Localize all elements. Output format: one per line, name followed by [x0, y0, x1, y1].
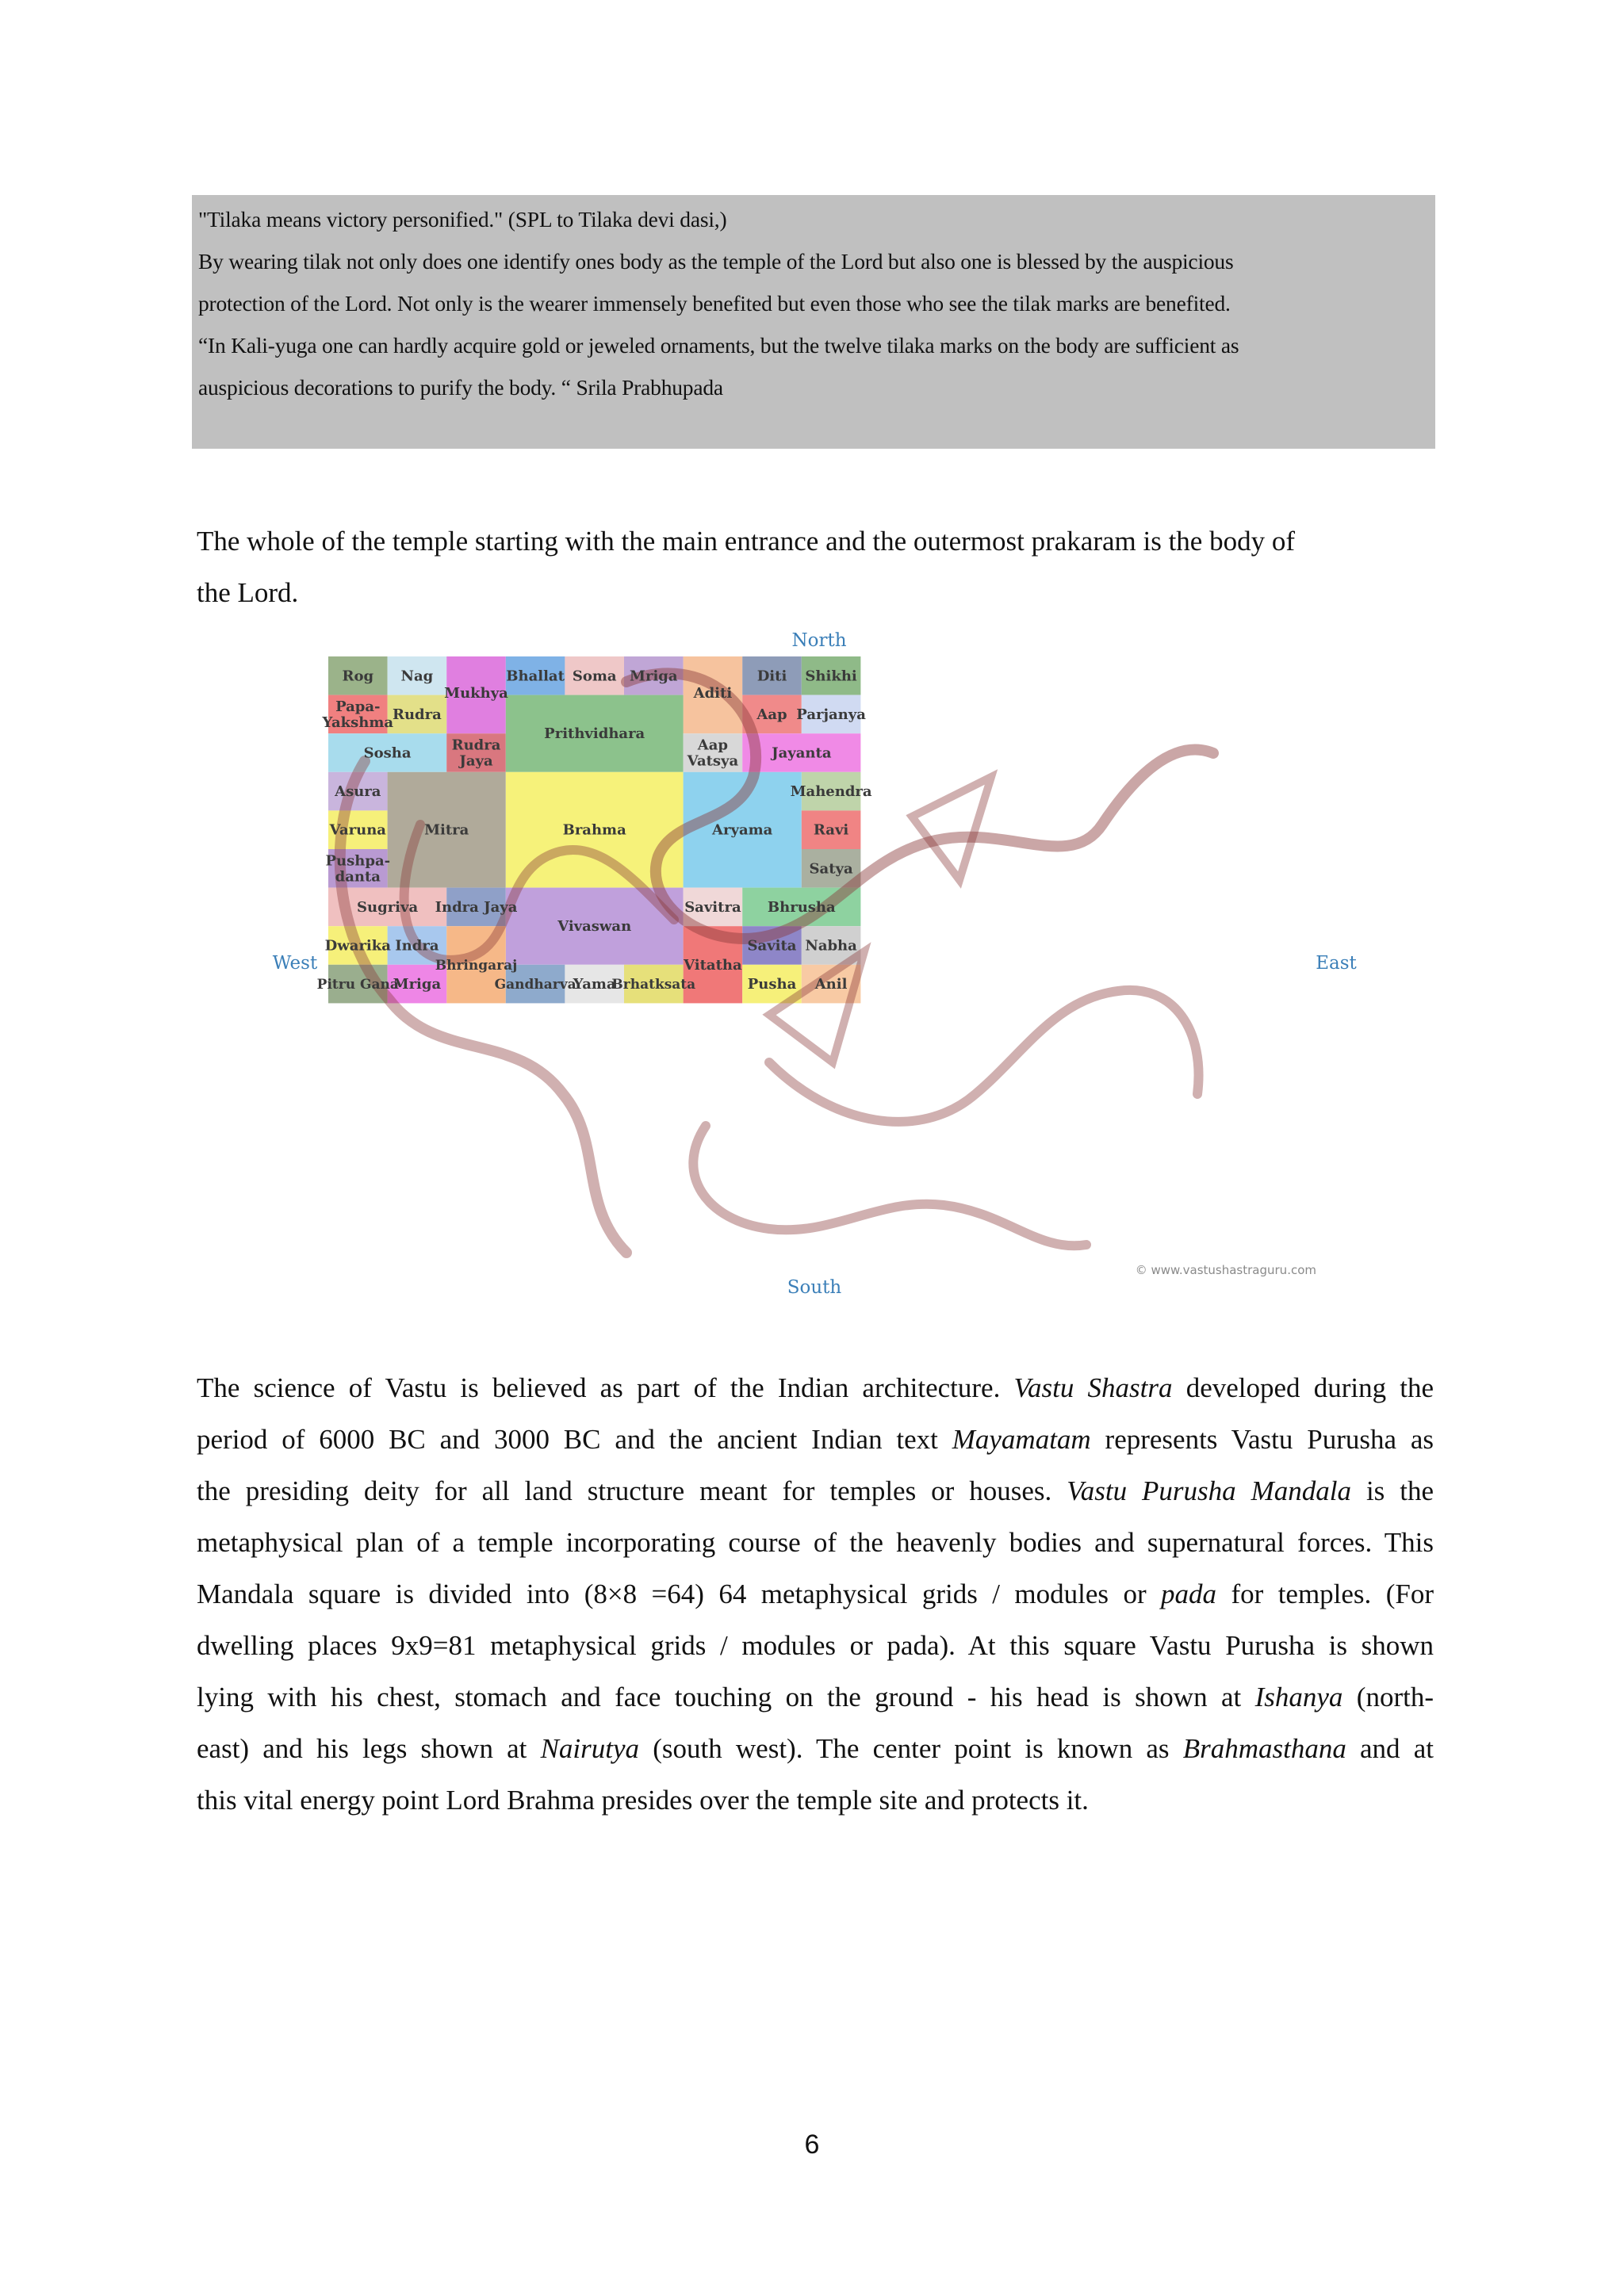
quote-line: auspicious decorations to purify the body. “ Srila Prabhupada — [198, 375, 723, 400]
mandala-label-bhratksata: Brhatksata — [611, 977, 696, 993]
mandala-label-soma: Soma — [572, 668, 617, 685]
mandala-label-aditi: Aditi — [693, 685, 733, 702]
mandala-label-yama: Yama — [573, 976, 616, 993]
direction-east: East — [1316, 953, 1357, 974]
mandala-label-varuna: Varuna — [329, 821, 386, 839]
direction-north: North — [791, 630, 847, 651]
mandala-label-mukhya: Mukhya — [444, 685, 508, 702]
mandala-label-aryama: Aryama — [712, 821, 773, 839]
mandala-label-brahma: Brahma — [562, 821, 626, 839]
vastu-line: metaphysical plan of a temple incorporating course of the heavenly bodies and supernatural forces. This — [197, 1527, 1434, 1558]
mandala-label-papa-yakshma: Papa-Yakshma — [322, 698, 394, 731]
vastu-line: The science of Vastu is believed as part of the Indian architecture. Vastu Shastra developed during the — [197, 1372, 1434, 1403]
mandala-label-dwarika: Dwarika — [324, 937, 391, 955]
vastu-line: east) and his legs shown at Nairutya (south west). The center point is known as Brahmasthana and at — [197, 1733, 1434, 1764]
quote-line: “In Kali-yuga one can hardly acquire gold or jeweled ornaments, but the twelve tilaka marks on the body are sufficient as — [198, 333, 1239, 358]
vastu-purusha-mandala-figure — [262, 618, 1357, 1300]
mandala-label-aap-vatsya: Aap Vatsya — [687, 737, 739, 770]
vastu-line: Mandala square is divided into (8×8 =64) 64 metaphysical grids / modules or pada for temples. (For — [197, 1578, 1434, 1609]
mandala-label-pushpadanta: Pushpa-danta — [325, 852, 391, 886]
mandala-label-savita: Savita — [747, 937, 797, 955]
mandala-label-shikhi: Shikhi — [805, 668, 857, 685]
mandala-label-mriga-n: Mriga — [630, 668, 678, 685]
direction-west: West — [272, 953, 318, 974]
mandala-label-rudra: Rudra — [393, 706, 442, 723]
mandala-label-sugriva: Sugriva — [357, 898, 419, 916]
page-number: 6 — [804, 2130, 820, 2160]
mandala-label-sosha: Sosha — [363, 744, 412, 762]
mandala-label-bhrusha: Bhrusha — [767, 898, 836, 916]
vastu-line: period of 6000 BC and 3000 BC and the ancient Indian text Mayamatam represents Vastu Purusha as — [197, 1424, 1434, 1455]
intro-line-2: the Lord. — [197, 577, 299, 608]
vastu-paragraph — [197, 1362, 1434, 1826]
mandala-label-ravi: Ravi — [813, 821, 849, 839]
mandala-label-mriga-s: Mriga — [393, 976, 442, 993]
mandala-label-parjanya: Parjanya — [796, 706, 866, 723]
mandala-label-jayanta: Jayanta — [772, 744, 832, 762]
mandala-label-asura: Asura — [335, 783, 381, 801]
mandala-label-pitru-gana: Pitru Gana — [316, 977, 399, 993]
vastu-line: this vital energy point Lord Brahma presides over the temple site and protects it. — [197, 1785, 1089, 1816]
mandala-label-rog: Rog — [342, 668, 374, 685]
mandala-label-indra-jaya: Indra Jaya — [435, 898, 518, 916]
vastu-line: the presiding deity for all land structure meant for temples or houses. Vastu Purusha Mandala is the — [197, 1475, 1434, 1506]
mandala-label-bhringaraj: Bhringaraj — [435, 957, 518, 974]
direction-south: South — [787, 1277, 842, 1298]
mandala-label-prithvidhara: Prithvidhara — [544, 725, 645, 743]
mandala-label-indra: Indra — [395, 937, 439, 955]
mandala-label-pusha: Pusha — [747, 976, 797, 993]
mandala-label-savitra: Savitra — [684, 898, 741, 916]
mandala-label-aap: Aap — [756, 706, 787, 723]
mandala-label-mahendra: Mahendra — [790, 783, 872, 801]
mandala-label-rudra-jaya: Rudra Jaya — [451, 737, 501, 770]
watermark: © www.vastushastraguru.com — [1135, 1263, 1316, 1277]
vastu-line: lying with his chest, stomach and face touching on the ground - his head is shown at Ishanya (north- — [197, 1682, 1434, 1712]
mandala-label-nag: Nag — [400, 668, 434, 685]
mandala-label-gandharva: Gandharva — [494, 977, 576, 993]
mandala-label-nabha: Nabha — [805, 937, 857, 955]
mandala-label-mitra: Mitra — [424, 821, 469, 839]
mandala-label-anil: Anil — [814, 976, 848, 993]
mandala-label-satya: Satya — [809, 860, 853, 878]
intro-line-1: The whole of the temple starting with the main entrance and the outermost prakaram is the body of — [197, 526, 1295, 557]
tilaka-quote-box — [192, 195, 1435, 449]
mandala-label-vivaswan: Vivaswan — [557, 918, 632, 936]
quote-line: protection of the Lord. Not only is the wearer immensely benefited but even those who see the tilak marks are benefited. — [198, 291, 1231, 316]
intro-paragraph — [197, 515, 1434, 618]
mandala-label-vitatha: Vitatha — [684, 956, 742, 974]
quote-line: "Tilaka means victory personified." (SPL to Tilaka devi dasi,) — [198, 207, 727, 232]
quote-line: By wearing tilak not only does one identify ones body as the temple of the Lord but also one is blessed by the auspicious — [198, 249, 1234, 274]
mandala-label-diti: Diti — [756, 668, 787, 685]
vastu-line: dwelling places 9x9=81 metaphysical grids / modules or pada). At this square Vastu Purusha is shown — [197, 1630, 1434, 1661]
mandala-label-bhallat: Bhallat — [506, 668, 565, 685]
